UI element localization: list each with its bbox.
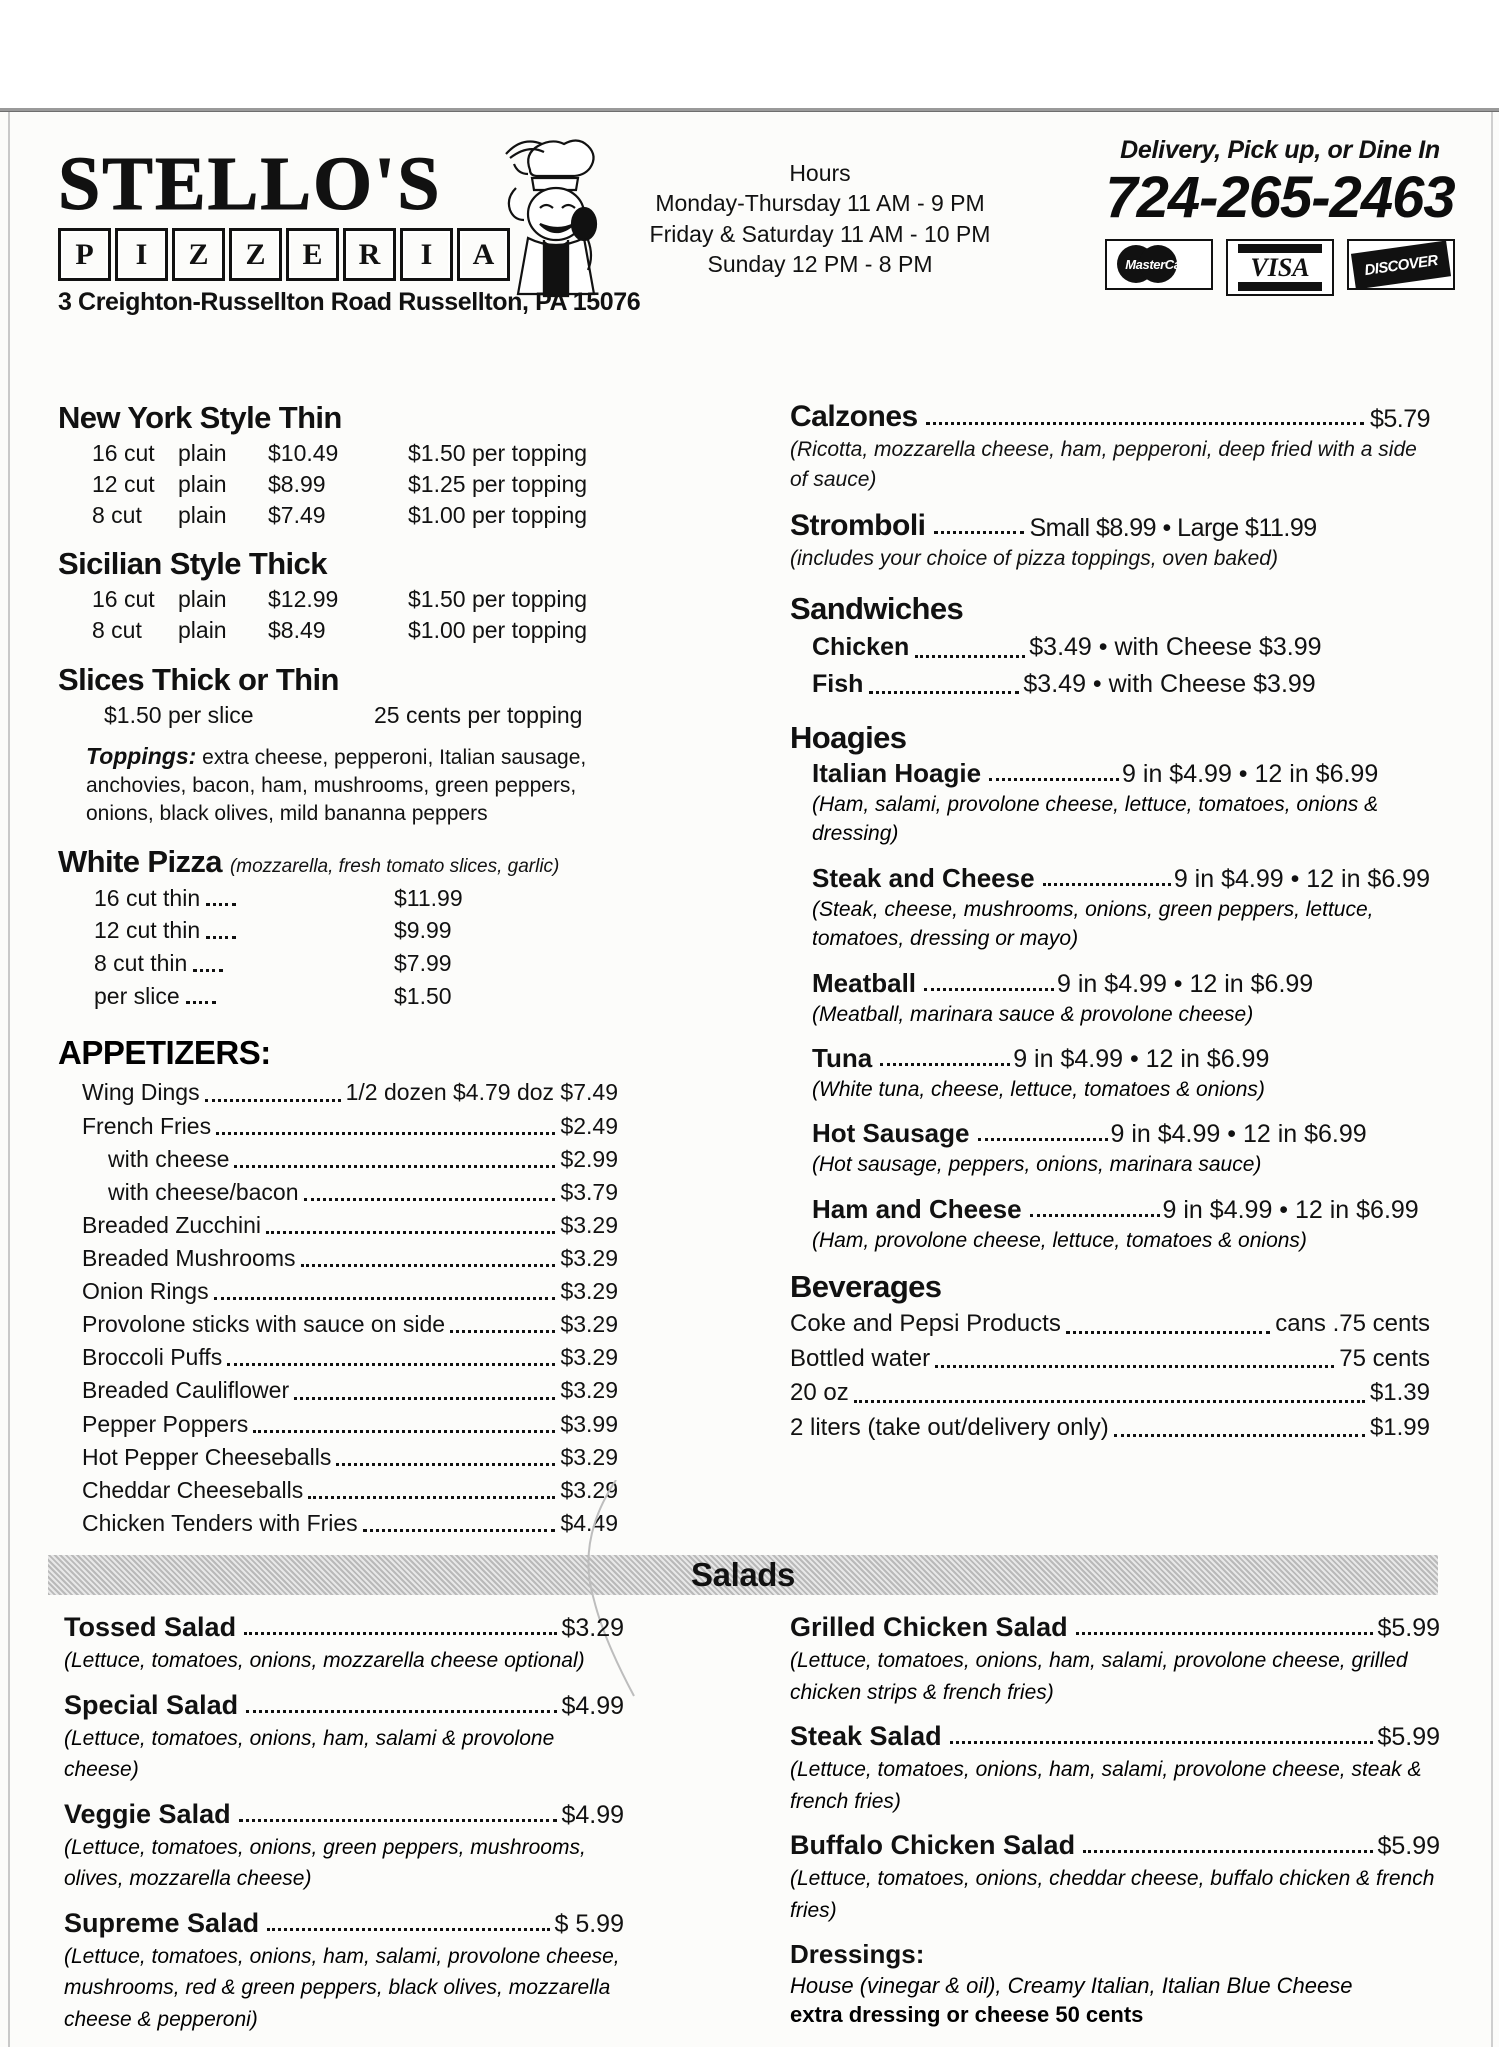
item-name: French Fries (82, 1112, 212, 1139)
item-price: 9 in $4.99 • 12 in $6.99 (1013, 1044, 1270, 1073)
base-price: $8.99 (268, 470, 326, 497)
leader-dots (239, 1819, 558, 1822)
slice-price: $1.50 per slice (104, 702, 254, 729)
section-beverages (790, 1269, 1430, 1445)
list-item (108, 1176, 618, 1209)
salads-banner (48, 1555, 1438, 1595)
item-price: $1.50 (394, 982, 452, 1009)
list-item (94, 980, 618, 1013)
item-name: Wing Dings (82, 1079, 200, 1106)
list-item (812, 1118, 1430, 1179)
item-name: Provolone sticks with sauce on side (82, 1311, 446, 1338)
list-item (64, 1612, 624, 1677)
base-price: $8.49 (268, 617, 326, 644)
item-description: (Ricotta, mozzarella cheese, ham, pepperoni, deep fried with a side of sauce) (790, 438, 1417, 491)
dressings-title: Dressings: (790, 1939, 925, 1969)
toppings-note (86, 741, 618, 828)
item-description: (Hot sausage, peppers, onions, marinara sauce) (812, 1153, 1262, 1177)
item-name: Cheddar Cheeseballs (82, 1476, 304, 1503)
white-pizza-note: (mozzarella, fresh tomato slices, garlic) (229, 855, 560, 877)
item-price: $ 5.99 (554, 1909, 624, 1938)
leader-dots (924, 988, 1054, 991)
item-description: (Lettuce, tomatoes, onions, mozzarella cheese optional) (64, 1649, 585, 1672)
topping-price: $1.00 per topping (408, 617, 588, 644)
list-item (82, 1242, 618, 1275)
item-name: Coke and Pepsi Products (790, 1310, 1061, 1338)
leader-dots (246, 1710, 557, 1713)
item-description: (includes your choice of pizza toppings, oven baked) (790, 546, 1278, 570)
logo-letter: A (457, 228, 510, 281)
item-description: (Lettuce, tomatoes, onions, cheddar cheese, buffalo chicken & french fries) (790, 1867, 1435, 1922)
item-heading (790, 1830, 1440, 1861)
slice-topping-price: 25 cents per topping (374, 702, 583, 729)
item-price: $11.99 (394, 884, 463, 911)
item-price: $3.29 (560, 1377, 618, 1404)
list-item (790, 1830, 1440, 1926)
item-price: $3.29 (561, 1614, 624, 1642)
item-price: $1.39 (1369, 1379, 1430, 1407)
item-heading (812, 1118, 1430, 1149)
hours-line: Friday & Saturday 11 AM - 10 PM (649, 220, 991, 247)
slice-price-row (104, 702, 618, 729)
section-stromboli (790, 509, 1430, 574)
salads-right-column (790, 1612, 1440, 2028)
item-price: $9.99 (394, 917, 452, 944)
item-description: (Lettuce, tomatoes, onions, ham, salami & provolone cheese) (64, 1726, 555, 1781)
item-description: (Ham, provolone cheese, lettuce, tomatoes & onions) (812, 1228, 1307, 1252)
item-heading (812, 968, 1430, 999)
price-row (92, 438, 618, 469)
leader-dots (267, 1928, 550, 1931)
item-name: 8 cut thin (94, 950, 188, 977)
logo-letter: Z (229, 228, 282, 281)
item-name: per slice (94, 982, 180, 1009)
item-price: $3.79 (560, 1178, 618, 1205)
leader-dots (244, 1632, 557, 1635)
leader-dots (266, 1231, 555, 1234)
sheet-right-edge (1491, 112, 1493, 2047)
section-title: Slices Thick or Thin (58, 662, 339, 698)
leader-dots (950, 1741, 1374, 1744)
section-title: Sicilian Style Thick (58, 546, 327, 582)
logo-letter: Z (172, 228, 225, 281)
item-name: Meatball (812, 967, 917, 998)
item-price: $2.99 (560, 1145, 618, 1172)
list-item (82, 1341, 618, 1374)
item-heading (812, 1194, 1430, 1225)
leader-dots (1083, 1850, 1373, 1853)
item-price: $2.49 (560, 1112, 618, 1139)
cut-label: 16 cut (92, 440, 155, 466)
leader-dots (1114, 1434, 1365, 1437)
style-label: plain (178, 501, 227, 528)
leader-dots (935, 1365, 1334, 1368)
section-title (58, 844, 618, 880)
item-description: (Steak, cheese, mushrooms, onions, green peppers, lettuce, tomatoes, dressing or mayo) (812, 897, 1374, 951)
item-price: $3.99 (560, 1410, 618, 1437)
item-price: 9 in $4.99 • 12 in $6.99 (1122, 759, 1379, 788)
hours-block (640, 158, 1000, 279)
list-item (82, 1441, 618, 1474)
chef-mascot-icon (470, 128, 630, 308)
list-item (64, 1799, 624, 1895)
leader-dots (253, 1430, 555, 1433)
list-item (64, 1908, 624, 2036)
leader-dots (214, 1297, 556, 1300)
logo-letter: R (343, 228, 396, 281)
item-price: $5.99 (1377, 1614, 1440, 1642)
cut-label: 12 cut (92, 470, 155, 497)
topping-price: $1.50 per topping (408, 586, 588, 613)
visa-label: VISA (1250, 252, 1310, 282)
price-row (92, 584, 618, 615)
item-heading (64, 1690, 624, 1721)
section-slices (58, 662, 618, 828)
item-heading (64, 1612, 624, 1643)
section-sandwiches (790, 591, 1430, 702)
cut-label: 8 cut (92, 501, 142, 528)
service-tagline: Delivery, Pick up, or Dine In (1120, 136, 1440, 164)
item-price: $3.49 • with Cheese $3.99 (1023, 669, 1316, 698)
item-name: Supreme Salad (64, 1907, 260, 1938)
list-item (82, 1408, 618, 1441)
dressings-list: House (vinegar & oil), Creamy Italian, Italian Blue Cheese (790, 1973, 1353, 1998)
price-row (92, 500, 618, 531)
section-title: Hoagies (790, 719, 907, 755)
item-description: (White tuna, cheese, lettuce, tomatoes & onions) (812, 1077, 1265, 1101)
salads-banner-label: Salads (691, 1556, 795, 1593)
item-price: $5.99 (1377, 1832, 1440, 1860)
list-item (64, 1690, 624, 1786)
list-item (812, 863, 1430, 954)
item-heading (790, 1612, 1440, 1643)
list-item (94, 914, 618, 947)
base-price: $12.99 (268, 586, 339, 613)
phone-number[interactable]: 724-265-2463 (1105, 165, 1455, 230)
item-name: Hot Pepper Cheeseballs (82, 1443, 332, 1470)
base-price: $7.49 (268, 501, 326, 528)
list-item (790, 1376, 1430, 1411)
item-name: Special Salad (64, 1689, 239, 1720)
section-appetizers (58, 1034, 618, 1540)
mastercard-icon (1105, 239, 1213, 290)
leader-dots (301, 1264, 556, 1267)
list-item (82, 1076, 618, 1109)
item-name: Bottled water (790, 1344, 931, 1372)
logo-letter: I (400, 228, 453, 281)
item-price: cans .75 cents (1275, 1310, 1430, 1338)
list-item (812, 968, 1430, 1029)
leader-dots (926, 422, 1364, 425)
item-description: (Lettuce, tomatoes, onions, ham, salami, provolone cheese, steak & french fries) (790, 1758, 1422, 1813)
white-pizza-list (94, 882, 618, 1013)
item-name: 2 liters (take out/delivery only) (790, 1413, 1109, 1441)
price-row (92, 469, 618, 500)
item-price: $3.29 (560, 1311, 618, 1338)
item-name: 16 cut thin (94, 884, 201, 911)
item-name: Pepper Poppers (82, 1410, 249, 1437)
scan-top-margin (0, 0, 1499, 112)
section-sicilian (58, 546, 618, 646)
item-price: $4.99 (561, 1800, 624, 1829)
dressings-extra-charge: extra dressing or cheese 50 cents (790, 2001, 1144, 2027)
leader-dots (880, 1063, 1010, 1066)
leader-dots (234, 1165, 555, 1168)
logo-letter: E (286, 228, 339, 281)
right-column (790, 400, 1430, 1450)
accepted-cards (1100, 239, 1460, 296)
item-description: (Meatball, marinara sauce & provolone cheese) (812, 1002, 1254, 1026)
leader-dots (1066, 1331, 1270, 1334)
list-item (82, 1209, 618, 1242)
section-title: Beverages (790, 1269, 942, 1305)
topping-price: $1.25 per topping (408, 470, 588, 497)
section-hoagies (790, 720, 1430, 1255)
item-name: Stromboli (790, 508, 926, 542)
leader-dots (363, 1529, 556, 1532)
leader-dots (1030, 1214, 1160, 1217)
item-price: $3.29 (560, 1245, 618, 1271)
leader-dots (989, 778, 1119, 781)
leader-dots (869, 691, 1019, 694)
list-item (812, 1043, 1430, 1104)
item-name: Hot Sausage (812, 1118, 970, 1149)
item-name: 12 cut thin (94, 917, 201, 944)
list-item (790, 1411, 1430, 1446)
list-item (82, 1275, 618, 1308)
item-heading (812, 758, 1430, 789)
item-name: Breaded Zucchini (82, 1211, 261, 1238)
hours-line: Sunday 12 PM - 8 PM (707, 251, 933, 278)
item-price: $3.49 • with Cheese $3.99 (1029, 633, 1322, 662)
list-item (790, 1307, 1430, 1342)
item-name: Breaded Mushrooms (82, 1245, 296, 1271)
item-name: Tuna (812, 1042, 873, 1073)
leader-dots (1043, 883, 1171, 886)
item-price: Small $8.99 • Large $11.99 (1029, 513, 1317, 542)
restaurant-logo (58, 142, 538, 281)
section-title: APPETIZERS: (58, 1034, 271, 1072)
item-price: 9 in $4.99 • 12 in $6.99 (1057, 969, 1314, 998)
item-price: 1/2 dozen $4.79 doz $7.49 (345, 1079, 618, 1106)
section-title: New York Style Thin (58, 400, 342, 435)
item-description: (Lettuce, tomatoes, onions, ham, salami, provolone cheese, grilled chicken strips & french fries) (790, 1649, 1408, 1704)
section-calzones (790, 400, 1430, 495)
style-label: plain (178, 440, 227, 466)
list-item (82, 1374, 618, 1407)
style-label: plain (178, 586, 227, 613)
item-heading (812, 863, 1430, 894)
item-description: (Lettuce, tomatoes, onions, green peppers, mushrooms, olives, mozzarella cheese) (64, 1835, 586, 1890)
salads-left-column (64, 1612, 624, 2047)
leader-dots (336, 1463, 555, 1466)
discover-icon (1347, 239, 1455, 290)
list-item (108, 1143, 618, 1176)
item-heading (790, 1721, 1440, 1752)
left-column (58, 400, 618, 1556)
list-item (812, 758, 1430, 849)
sicilian-table (92, 584, 618, 646)
base-price: $10.49 (268, 440, 339, 466)
item-name: Onion Rings (82, 1278, 209, 1305)
toppings-label: Toppings: (86, 743, 197, 770)
cut-label: 8 cut (92, 617, 142, 644)
visa-icon (1226, 239, 1334, 296)
leader-dots (186, 980, 216, 1005)
leader-dots (934, 531, 1024, 534)
list-item (94, 882, 618, 915)
white-pizza-title: White Pizza (58, 843, 222, 879)
item-name: Tossed Salad (64, 1612, 237, 1642)
section-ny-thin (58, 400, 618, 530)
appetizer-list (82, 1076, 618, 1540)
item-price: 9 in $4.99 • 12 in $6.99 (1173, 864, 1430, 893)
item-name: Grilled Chicken Salad (790, 1612, 1068, 1642)
ny-thin-table (92, 438, 618, 530)
toppings-list: extra cheese, pepperoni, Italian sausage, anchovies, bacon, ham, mushrooms, green peppers, onions, black olives, mild bananna peppers (86, 746, 587, 825)
mastercard-label: MasterCard (1125, 257, 1193, 272)
leader-dots (304, 1198, 556, 1201)
logo-letter: I (115, 228, 168, 281)
list-item (790, 1721, 1440, 1817)
leader-dots (978, 1138, 1108, 1141)
item-name: Ham and Cheese (812, 1193, 1022, 1224)
contact-block (1100, 136, 1460, 296)
hours-title: Hours (789, 160, 851, 186)
leader-dots (206, 882, 236, 907)
list-item (812, 666, 1430, 702)
topping-price: $1.00 per topping (408, 501, 588, 528)
item-name: Italian Hoagie (812, 757, 982, 788)
list-item (82, 1308, 618, 1341)
item-name: Steak and Cheese (812, 862, 1035, 893)
topping-price: $1.50 per topping (408, 440, 588, 466)
item-name: Breaded Cauliflower (82, 1377, 290, 1404)
item-name: Steak Salad (790, 1721, 942, 1751)
logo-letter: P (58, 228, 111, 281)
item-name: Broccoli Puffs (82, 1344, 223, 1371)
item-name: Calzones (790, 400, 918, 433)
item-name: Veggie Salad (64, 1798, 231, 1829)
list-item (790, 1342, 1430, 1377)
item-name: Chicken (812, 633, 910, 662)
item-name: Fish (812, 669, 864, 698)
item-price: $3.29 (560, 1211, 618, 1238)
style-label: plain (178, 617, 227, 644)
menu-header (0, 118, 1499, 388)
item-price: $4.49 (560, 1509, 618, 1536)
list-item (82, 1474, 618, 1507)
leader-dots (308, 1496, 555, 1499)
leader-dots (854, 1400, 1365, 1403)
item-price: 9 in $4.99 • 12 in $6.99 (1162, 1195, 1419, 1224)
logo-boxed-letters (58, 228, 538, 281)
leader-dots (915, 655, 1025, 658)
item-heading (812, 1043, 1430, 1074)
list-item (812, 629, 1430, 665)
sheet-left-edge (8, 112, 10, 2047)
item-price: 9 in $4.99 • 12 in $6.99 (1110, 1120, 1367, 1149)
leader-dots (216, 1132, 555, 1135)
discover-label: DISCOVER (1363, 250, 1439, 279)
item-description: (Lettuce, tomatoes, onions, ham, salami, provolone cheese, mushrooms, red & green peppers, black olives, mozzarella cheese & pepperoni) (64, 1944, 620, 2031)
cut-label: 16 cut (92, 586, 155, 613)
list-item (812, 1194, 1430, 1255)
item-description: (Ham, salami, provolone cheese, lettuce, tomatoes, onions & dressing) (812, 792, 1379, 846)
leader-dots (450, 1330, 555, 1333)
item-heading (790, 400, 1430, 434)
leader-dots (193, 947, 223, 972)
item-name: Chicken Tenders with Fries (82, 1509, 358, 1536)
leader-dots (205, 1099, 341, 1102)
item-heading (790, 509, 1430, 543)
item-price: $7.99 (394, 950, 452, 977)
item-name: 20 oz (790, 1379, 849, 1407)
item-price: $3.29 (560, 1344, 618, 1371)
item-price: $4.99 (561, 1691, 624, 1720)
item-price: $5.79 (1369, 405, 1430, 433)
item-price: $3.29 (560, 1476, 618, 1503)
leader-dots (227, 1363, 555, 1366)
leader-dots (1076, 1632, 1374, 1635)
list-item (790, 1612, 1440, 1708)
item-name: Buffalo Chicken Salad (790, 1830, 1076, 1860)
section-white-pizza (58, 844, 618, 1013)
logo-wordmark: STELLO'S (58, 142, 442, 226)
list-item (82, 1507, 618, 1540)
item-price: 75 cents (1339, 1344, 1430, 1372)
item-price: $5.99 (1377, 1723, 1440, 1751)
list-item (94, 947, 618, 980)
address-line: 3 Creighton-Russellton Road Russellton, PA 15076 (58, 288, 641, 316)
item-name: with cheese (108, 1145, 230, 1172)
dressings-block (790, 1939, 1440, 2028)
item-price: $1.99 (1369, 1413, 1430, 1441)
item-heading (64, 1799, 624, 1830)
item-heading (64, 1908, 624, 1939)
list-item (82, 1110, 618, 1143)
hours-line: Monday-Thursday 11 AM - 9 PM (655, 190, 985, 217)
item-name: with cheese/bacon (108, 1178, 299, 1205)
leader-dots (206, 914, 236, 939)
price-row (92, 615, 618, 646)
item-price: $3.29 (560, 1278, 618, 1305)
leader-dots (294, 1397, 555, 1400)
style-label: plain (178, 470, 227, 497)
section-title: Sandwiches (790, 591, 964, 627)
item-price: $3.29 (560, 1443, 618, 1470)
